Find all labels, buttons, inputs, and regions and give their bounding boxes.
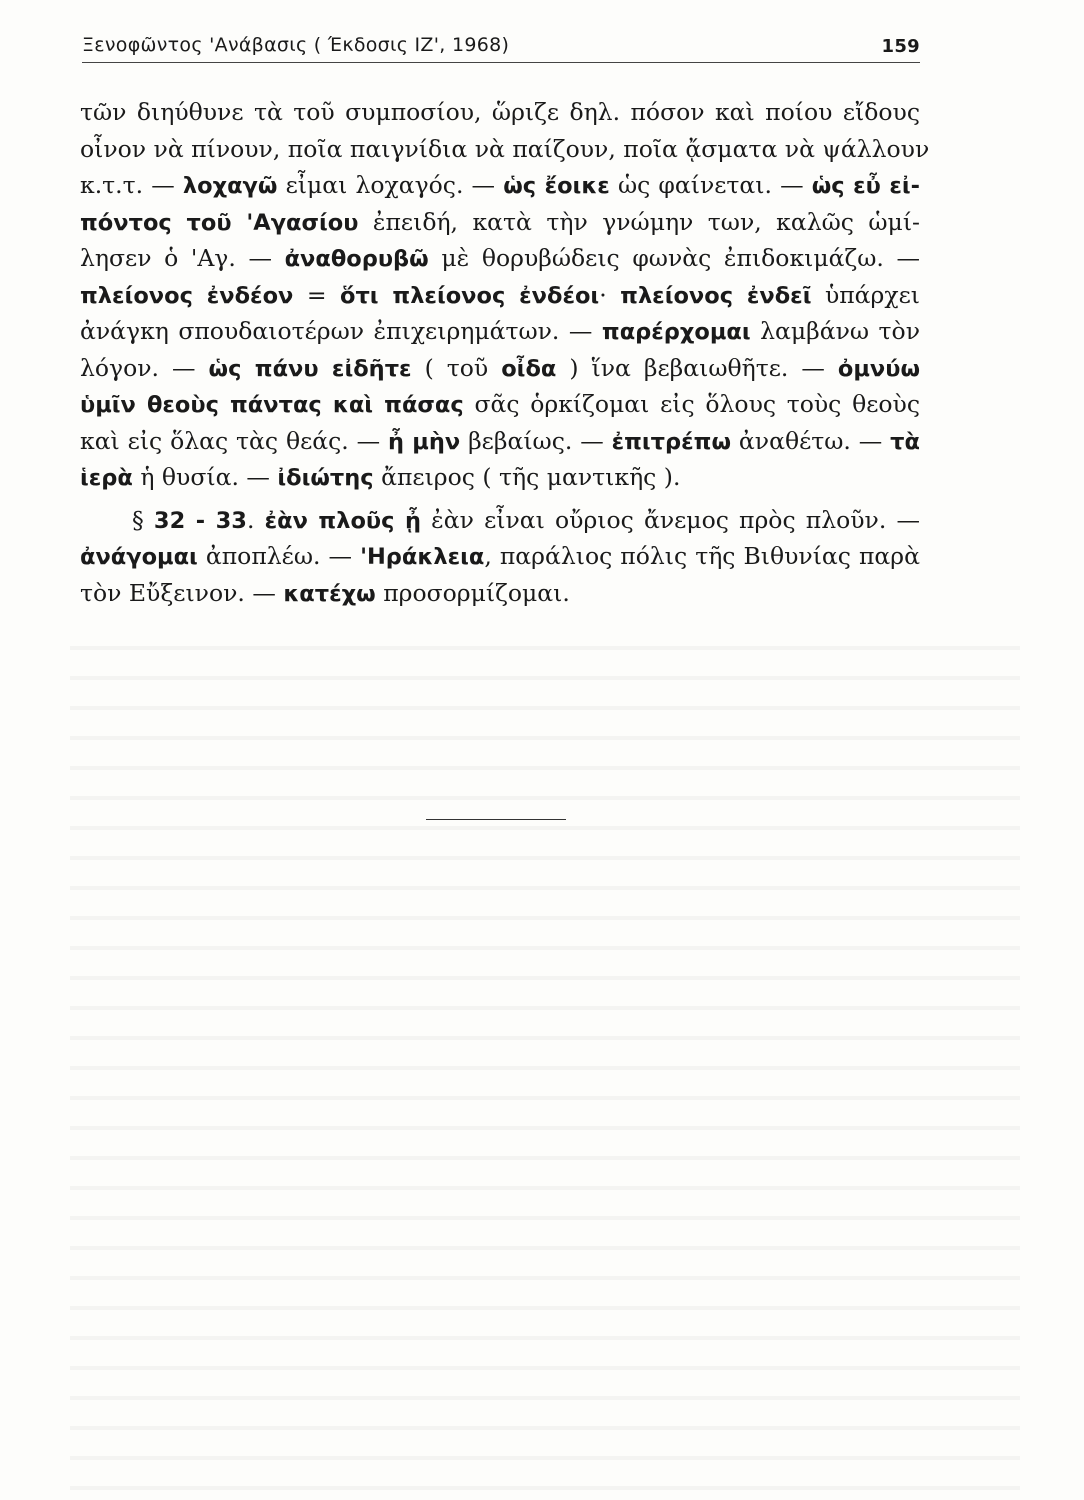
text-line	[80, 240, 920, 277]
lemma-bold: πλείονος ἐνδέον	[80, 282, 294, 309]
lemma-bold: ἀνάγομαι	[80, 544, 198, 570]
lemma-bold: ὡς εὖ εἰ-	[811, 173, 920, 199]
text-run: οἶνον νὰ πίνουν, ποῖα παιγνίδια νὰ παίζουν, ποῖα ᾄσματα νὰ ψάλλουν	[80, 134, 930, 163]
lemma-bold: κατέχω	[283, 580, 376, 607]
lemma-bold: ἀναθορυβῶ	[284, 246, 429, 272]
text-line	[80, 459, 920, 496]
lemma-bold: τὰ	[890, 428, 920, 455]
text-run: ·	[599, 280, 621, 309]
text-run: =	[293, 280, 340, 309]
section-sign: §	[132, 505, 154, 534]
text-line	[80, 575, 920, 612]
lemma-bold: ἰδιώτης	[277, 465, 374, 491]
text-line	[80, 131, 930, 168]
text-run: ( τοῦ	[411, 353, 502, 382]
lemma-bold: ἦ μὴν	[388, 428, 461, 455]
bleed-through-texture	[70, 620, 1020, 1500]
text-run: εἶμαι λοχαγός. —	[277, 171, 504, 199]
text-line	[80, 277, 920, 314]
running-header	[82, 30, 920, 63]
lemma-bold: ὡς ἔοικε	[503, 173, 610, 199]
lemma-bold: ἐὰν πλοῦς ᾖ	[264, 507, 422, 534]
lemma-bold: παρέρχομαι	[601, 319, 751, 345]
text-line	[80, 502, 920, 539]
text-run: μὲ θορυβώδεις φωνὰς ἐπιδοκιμάζω. —	[428, 244, 920, 272]
lemma-bold: πόντος τοῦ 'Αγασίου	[80, 209, 359, 236]
lemma-bold: ὅτι πλείονος ἐνδέοι	[339, 282, 600, 309]
text-run: ) ἵνα βεβαιωθῆτε. —	[556, 353, 838, 382]
page-number: 159	[881, 36, 920, 57]
text-run: κ.τ.τ. —	[80, 171, 183, 199]
text-run: ἄπειρος ( τῆς μαντικῆς ).	[373, 463, 681, 491]
text-line	[80, 538, 920, 575]
body-text	[80, 94, 930, 611]
text-line	[80, 94, 920, 131]
text-line	[80, 386, 920, 423]
lemma-bold: ἱερὰ	[80, 465, 133, 491]
text-run: βεβαίως. —	[460, 426, 612, 455]
lemma-bold: ὡς πάνυ εἰδῆτε	[208, 355, 412, 382]
closing-rule	[426, 819, 566, 820]
text-run: λόγον. —	[80, 353, 209, 382]
text-run: ὡς φαίνεται. —	[609, 171, 812, 199]
text-run: ὑπάρχει	[811, 280, 920, 309]
text-line	[80, 350, 920, 387]
text-run: τῶν διηύθυνε τὰ τοῦ συμποσίου, ὥριζε δηλ. πόσον καὶ ποίου εἴδους	[80, 98, 920, 126]
running-title: Ξενοφῶντος 'Ανάβασις ( Έκδοσις ΙΖ', 1968)	[82, 34, 510, 56]
text-run: ἀναθέτω. —	[731, 426, 891, 455]
text-run: σᾶς ὁρκίζομαι εἰς ὅλους τοὺς θεοὺς	[463, 390, 920, 418]
lemma-bold: λοχαγῶ	[182, 173, 278, 199]
paragraph-1	[80, 94, 930, 496]
section-number: 32 - 33	[153, 507, 247, 534]
text-run: καὶ εἰς ὅλας τὰς θεάς. —	[80, 426, 389, 455]
text-line	[80, 204, 920, 241]
lemma-bold: ὀμνύω	[837, 355, 920, 382]
text-run: ἐπειδή, κατὰ τὴν γνώμην των, καλῶς ὡμί-	[358, 207, 920, 236]
lemma-bold: ἐπιτρέπω	[611, 428, 732, 455]
text-run: ἀποπλέω. —	[197, 542, 361, 570]
text-run: ἐὰν εἶναι οὔριος ἄνεμος πρὸς πλοῦν. —	[421, 505, 920, 534]
lemma-bold: πλείονος ἐνδεῖ	[620, 282, 812, 309]
text-run: λαμβάνω τὸν	[750, 317, 920, 345]
lemma-bold: ὑμῖν θεοὺς πάντας καὶ πάσας	[80, 392, 464, 418]
text-run: , παράλιος πόλις τῆς Βιθυνίας παρὰ	[484, 542, 920, 570]
paragraph-2	[80, 502, 920, 612]
text-line	[80, 167, 920, 204]
text-line	[80, 313, 920, 350]
text-run: προσορμίζομαι.	[375, 578, 570, 607]
text-run: .	[246, 505, 265, 534]
lemma-bold: οἶδα	[501, 355, 557, 382]
text-run: ἀνάγκη σπουδαιοτέρων ἐπιχειρημάτων. —	[80, 317, 602, 345]
text-run: ἡ θυσία. —	[132, 463, 278, 491]
text-run: τὸν Εὔξεινον. —	[80, 578, 284, 607]
text-run: λησεν ὁ 'Αγ. —	[80, 244, 285, 272]
text-line	[80, 423, 920, 460]
lemma-bold: 'Ηράκλεια	[360, 544, 485, 570]
